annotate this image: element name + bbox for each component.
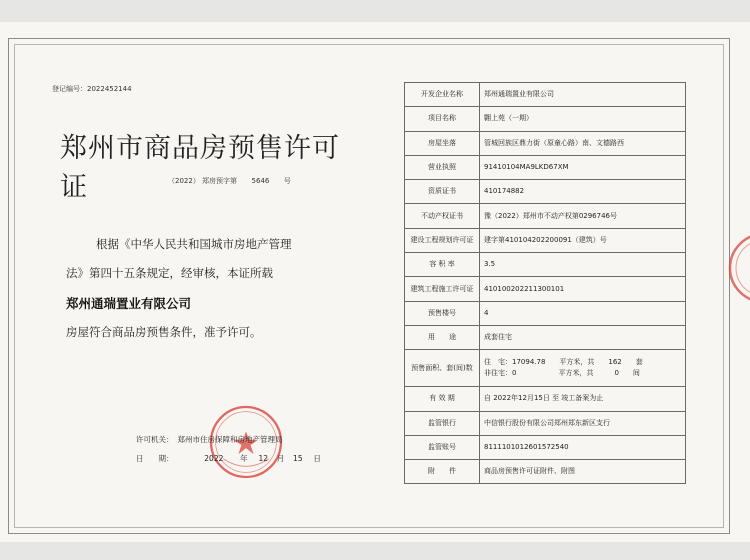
row-label: 监管银行 xyxy=(405,411,480,435)
row-label: 附 件 xyxy=(405,460,480,484)
table-row xyxy=(405,155,686,179)
date-month-unit: 月 xyxy=(276,454,285,463)
table-row xyxy=(405,435,686,459)
row-label: 项目名称 xyxy=(405,107,480,131)
date-year: 2022 xyxy=(204,454,224,463)
body-text-line-3: 房屋符合商品房预售条件，准予许可。 xyxy=(66,325,262,339)
row-value: 翾上苑（一期） xyxy=(480,107,686,131)
table-row xyxy=(405,228,686,252)
row-value: 4 xyxy=(480,301,686,325)
row-label: 监管账号 xyxy=(405,435,480,459)
row-label: 开发企业名称 xyxy=(405,83,480,107)
row-value: 3.5 xyxy=(480,253,686,277)
row-value: 91410104MA9LKD67XM xyxy=(480,155,686,179)
table-row xyxy=(405,131,686,155)
partial-seal-icon xyxy=(724,228,750,308)
row-label: 预售楼号 xyxy=(405,301,480,325)
row-value: 郑州通瑞置业有限公司 xyxy=(480,83,686,107)
row-value: 8111101012601572540 xyxy=(480,435,686,459)
row-label: 容 积 率 xyxy=(405,253,480,277)
permit-year: （2022） xyxy=(168,177,200,185)
row-value: 成套住宅 xyxy=(480,325,686,349)
table-row xyxy=(405,253,686,277)
table-row xyxy=(405,180,686,204)
row-value: 商品房预售许可证附件、附图 xyxy=(480,460,686,484)
row-value: 豫（2022）郑州市不动产权第0296746号 xyxy=(480,204,686,228)
issue-date xyxy=(136,453,321,464)
row-value: 410174882 xyxy=(480,180,686,204)
date-month: 12 xyxy=(258,454,268,463)
body-text-line-1: 根据《中华人民共和国城市房地产管理 xyxy=(96,237,292,251)
permit-number: 5646 xyxy=(251,177,270,185)
company-name: 郑州通瑞置业有限公司 xyxy=(66,296,192,311)
date-day: 15 xyxy=(293,454,303,463)
row-value: 自 2022年12月15日 至 竣工备案为止 xyxy=(480,387,686,411)
body-text-line-2: 法》第四十五条规定，经审核，本证所载 xyxy=(66,266,273,280)
row-value: 410100202211300101 xyxy=(480,277,686,301)
row-label: 用 途 xyxy=(405,325,480,349)
row-label: 建筑工程施工许可证 xyxy=(405,277,480,301)
table-row xyxy=(405,83,686,107)
area-line-nonresidential: 非住宅：0 平方米，共 0 间 xyxy=(484,369,640,378)
table-row xyxy=(405,325,686,349)
row-label: 不动产权证书 xyxy=(405,204,480,228)
row-label: 预售面积、套(间)数 xyxy=(405,350,480,387)
date-year-unit: 年 xyxy=(240,454,248,463)
row-value: 管城回族区鼎力街（原童心路）南、文德路西 xyxy=(480,131,686,155)
row-label: 有 效 期 xyxy=(405,387,480,411)
permit-number-line xyxy=(168,176,291,186)
row-label: 营业执照 xyxy=(405,155,480,179)
permit-prefix: 郑房预字第 xyxy=(202,177,238,185)
table-row xyxy=(405,460,686,484)
row-label: 建设工程规划许可证 xyxy=(405,228,480,252)
registration-number: 登记编号：2022452144 xyxy=(52,85,132,93)
certificate-title: 郑州市商品房预售许可证 xyxy=(60,133,340,203)
permit-suffix: 号 xyxy=(283,177,291,185)
table-row xyxy=(405,387,686,411)
authority-value: 郑州市住房保障和房地产管理局 xyxy=(177,435,283,444)
row-label: 资质证书 xyxy=(405,180,480,204)
row-value xyxy=(480,350,686,387)
table-row xyxy=(405,204,686,228)
row-value: 中信银行股份有限公司郑州郑东新区支行 xyxy=(480,411,686,435)
authority-label: 许可机关： xyxy=(136,435,174,444)
table-row xyxy=(405,411,686,435)
row-value: 建字第410104202200091（建筑）号 xyxy=(480,228,686,252)
area-line-residential: 住 宅：17094.78 平方米，共 162 套 xyxy=(484,358,643,367)
table-row xyxy=(405,301,686,325)
date-day-unit: 日 xyxy=(313,454,321,463)
issuer-authority xyxy=(136,434,283,445)
row-label: 房屋坐落 xyxy=(405,131,480,155)
permit-info-table xyxy=(404,82,686,484)
date-label: 日 期： xyxy=(136,454,174,463)
table-row-area xyxy=(405,350,686,387)
table-row xyxy=(405,107,686,131)
table-row xyxy=(405,277,686,301)
